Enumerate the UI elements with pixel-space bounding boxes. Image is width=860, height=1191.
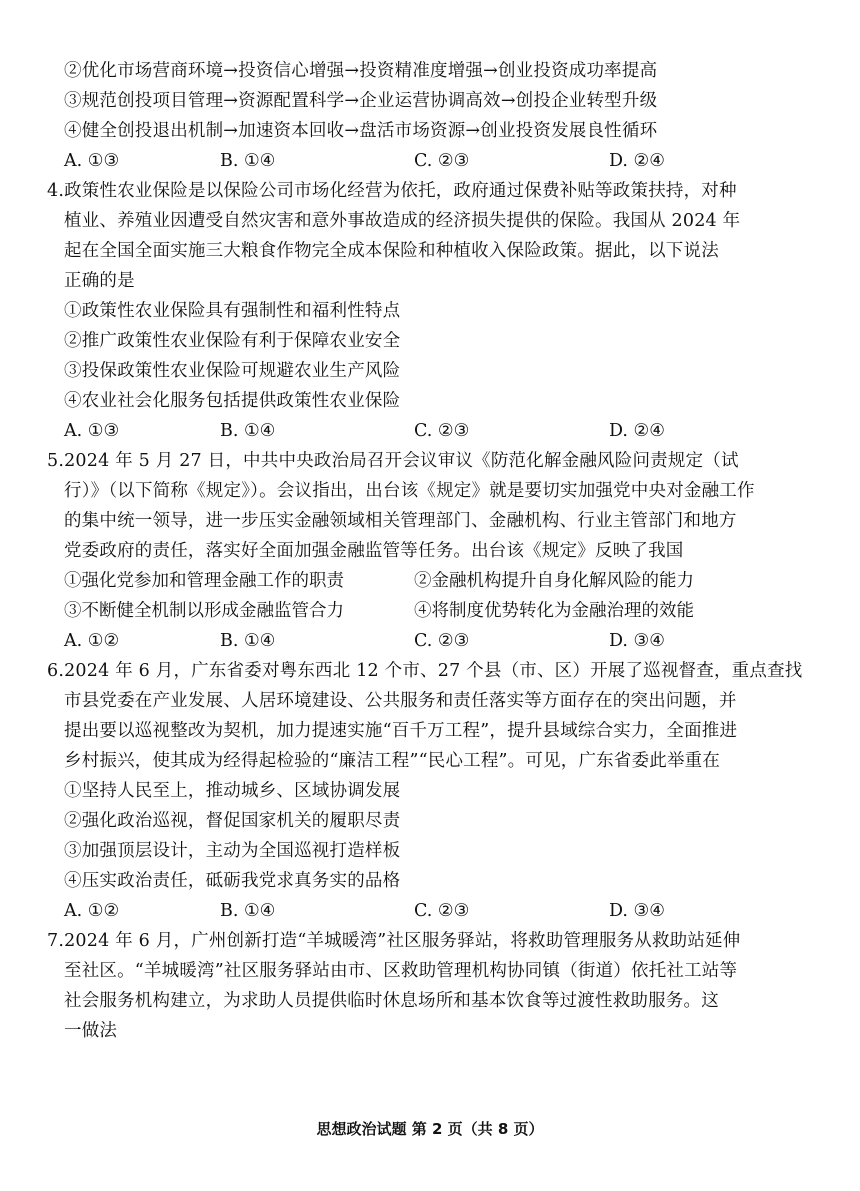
q6-stem-line-3: 提出要以巡视整改为契机，加力提速实施“百千万工程”，提升县域综合实力，全面推进 — [64, 721, 738, 741]
question-5 — [47, 446, 807, 656]
q3-option-d: D. ②④ — [609, 151, 665, 171]
q4-item-1: ①政策性农业保险具有强制性和福利性特点 — [64, 301, 401, 321]
question-3-items — [47, 56, 807, 146]
q6-item-3: ③加强顶层设计，主动为全国巡视打造样板 — [64, 841, 401, 861]
q5-items-row-1 — [47, 566, 807, 596]
q7-stem-line-1: 7.2024 年 6 月，广州创新打造“羊城暖湾”社区服务驿站，将救助管理服务从救助站延伸 — [47, 931, 741, 951]
page-footer: 思想政治试题 第 2 页（共 8 页） — [316, 1120, 544, 1138]
exam-page-content — [47, 56, 807, 1046]
q4-item-3: ③投保政策性农业保险可规避农业生产风险 — [64, 361, 401, 381]
q3-item-4: ④健全创投退出机制→加速资本回收→盘活市场资源→创业投资发展良性循环 — [64, 121, 658, 141]
q5-item-1: ①强化党参加和管理金融工作的职责 — [64, 571, 344, 591]
q4-stem-line-2: 植业、养殖业因遭受自然灾害和意外事故造成的经济损失提供的保险。我国从 2024 年 — [64, 211, 741, 231]
q6-item-4: ④压实政治责任，砥砺我党求真务实的品格 — [64, 871, 401, 891]
q4-stem-line-1: 4.政策性农业保险是以保险公司市场化经营为依托，政府通过保费补贴等政策扶持，对种 — [47, 181, 737, 201]
q4-stem-line-3: 起在全国全面实施三大粮食作物完全成本保险和种植收入保险政策。据此，以下说法 — [64, 241, 719, 261]
q4-options — [47, 416, 807, 446]
question-4 — [47, 176, 807, 446]
q5-option-a: A. ①② — [64, 631, 120, 651]
q5-item-3: ③不断健全机制以形成金融监管合力 — [64, 601, 344, 621]
q7-stem-line-3: 社会服务机构建立，为求助人员提供临时休息场所和基本饮食等过渡性救助服务。这 — [64, 991, 719, 1011]
q4-option-a: A. ①③ — [64, 421, 120, 441]
q3-option-b: B. ①④ — [220, 151, 276, 171]
q4-stem-line-4: 正确的是 — [64, 271, 135, 291]
q5-options — [47, 626, 807, 656]
q4-option-d: D. ②④ — [609, 421, 665, 441]
q6-stem-line-4: 乡村振兴，使其成为经得起检验的“廉洁工程”“民心工程”。可见，广东省委此举重在 — [64, 751, 721, 771]
q5-items-row-2 — [47, 596, 807, 626]
q5-stem-line-1: 5.2024 年 5 月 27 日，中共中央政治局召开会议审议《防范化解金融风险问责规定（试 — [47, 451, 739, 471]
q5-stem-line-3: 的集中统一领导，进一步压实金融领域相关管理部门、金融机构、行业主管部门和地方 — [64, 511, 737, 531]
q4-option-b: B. ①④ — [220, 421, 276, 441]
q6-option-a: A. ①② — [64, 901, 120, 921]
q3-option-c: C. ②③ — [414, 151, 470, 171]
q6-item-1: ①坚持人民至上，推动城乡、区域协调发展 — [64, 781, 401, 801]
q5-option-b: B. ①④ — [220, 631, 276, 651]
q5-option-c: C. ②③ — [414, 631, 470, 651]
q5-option-d: D. ③④ — [609, 631, 665, 651]
q3-item-2: ②优化市场营商环境→投资信心增强→投资精准度增强→创业投资成功率提高 — [64, 61, 658, 81]
q6-option-d: D. ③④ — [609, 901, 665, 921]
question-7 — [47, 926, 807, 1046]
q3-options — [47, 146, 807, 176]
q5-item-4: ④将制度优势转化为金融治理的效能 — [414, 601, 694, 621]
q6-item-2: ②强化政治巡视，督促国家机关的履职尽责 — [64, 811, 401, 831]
q6-option-c: C. ②③ — [414, 901, 470, 921]
q7-stem-line-4: 一做法 — [64, 1021, 118, 1041]
q3-option-a: A. ①③ — [64, 151, 120, 171]
q4-option-c: C. ②③ — [414, 421, 470, 441]
q6-stem-line-2: 市县党委在产业发展、人居环境建设、公共服务和责任落实等方面存在的突出问题，并 — [64, 691, 737, 711]
q6-stem-line-1: 6.2024 年 6 月，广东省委对粤东西北 12 个市、27 个县（市、区）开展了巡视督查，重点查找 — [47, 661, 803, 681]
q4-item-2: ②推广政策性农业保险有利于保障农业安全 — [64, 331, 401, 351]
question-6 — [47, 656, 807, 926]
q6-options — [47, 896, 807, 926]
q3-item-3: ③规范创投项目管理→资源配置科学→企业运营协调高效→创投企业转型升级 — [64, 91, 658, 111]
q6-option-b: B. ①④ — [220, 901, 276, 921]
q4-item-4: ④农业社会化服务包括提供政策性农业保险 — [64, 391, 401, 411]
q7-stem-line-2: 至社区。“羊城暖湾”社区服务驿站由市、区救助管理机构协同镇（街道）依托社工站等 — [64, 961, 738, 981]
q5-stem-line-4: 党委政府的责任，落实好全面加强金融监管等任务。出台该《规定》反映了我国 — [64, 541, 684, 561]
q5-item-2: ②金融机构提升自身化解风险的能力 — [414, 571, 694, 591]
q5-stem-line-2: 行）》（以下简称《规定》）。会议指出，出台该《规定》就是要切实加强党中央对金融工作 — [64, 481, 755, 501]
